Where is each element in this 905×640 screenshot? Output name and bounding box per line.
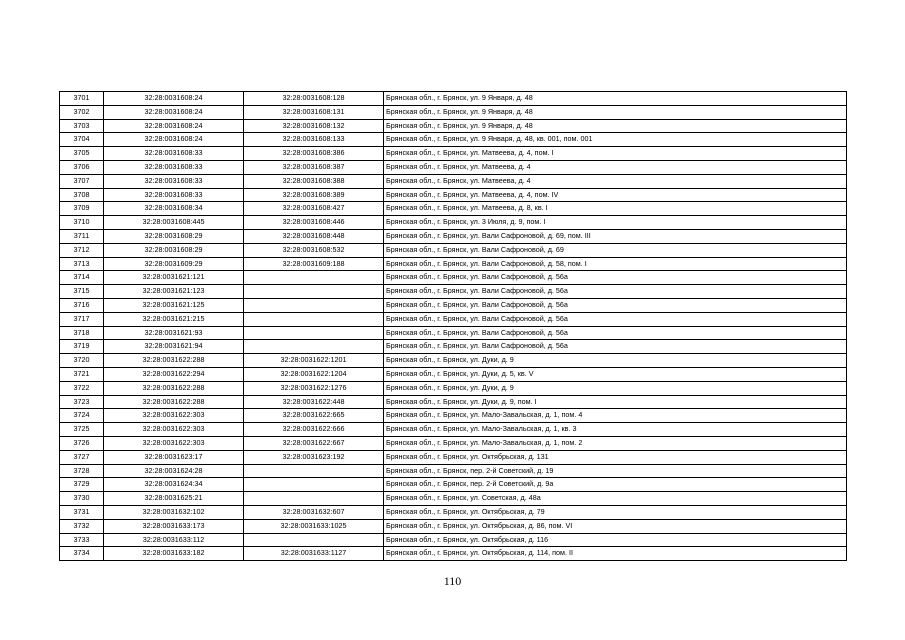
table-row: [60, 409, 847, 423]
row-number-cell: 3711: [60, 229, 104, 243]
table-row: [60, 519, 847, 533]
parcel-number-cell: 32:28:0031622:294: [104, 367, 244, 381]
parcel-number-cell: 32:28:0031608:34: [104, 202, 244, 216]
table-row: [60, 326, 847, 340]
row-number-cell: 3725: [60, 423, 104, 437]
object-number-cell: [244, 298, 384, 312]
parcel-number-cell: 32:28:0031622:288: [104, 395, 244, 409]
parcel-number-cell: 32:28:0031608:24: [104, 119, 244, 133]
table-row: [60, 505, 847, 519]
address-cell: Брянская обл., г. Брянск, ул. Вали Сафроновой, д. 56а: [384, 312, 847, 326]
parcel-number-cell: 32:28:0031608:29: [104, 243, 244, 257]
table-row: [60, 395, 847, 409]
address-cell: Брянская обл., г. Брянск, ул. Октябрьская, д. 114, пом. II: [384, 547, 847, 561]
parcel-number-cell: 32:28:0031608:445: [104, 216, 244, 230]
object-number-cell: [244, 326, 384, 340]
parcel-number-cell: 32:28:0031608:29: [104, 229, 244, 243]
table-row: [60, 147, 847, 161]
address-cell: Брянская обл., г. Брянск, ул. Октябрьская, д. 131: [384, 450, 847, 464]
row-number-cell: 3715: [60, 285, 104, 299]
row-number-cell: 3705: [60, 147, 104, 161]
row-number-cell: 3710: [60, 216, 104, 230]
parcel-number-cell: 32:28:0031621:93: [104, 326, 244, 340]
parcel-number-cell: 32:28:0031622:303: [104, 409, 244, 423]
object-number-cell: 32:28:0031608:131: [244, 105, 384, 119]
object-number-cell: [244, 478, 384, 492]
table-body: [60, 92, 847, 561]
address-cell: Брянская обл., г. Брянск, ул. Вали Сафроновой, д. 69: [384, 243, 847, 257]
row-number-cell: 3733: [60, 533, 104, 547]
row-number-cell: 3703: [60, 119, 104, 133]
address-cell: Брянская обл., г. Брянск, ул. Вали Сафроновой, д. 56а: [384, 285, 847, 299]
table-row: [60, 285, 847, 299]
object-number-cell: 32:28:0031608:427: [244, 202, 384, 216]
table-row: [60, 478, 847, 492]
table-row: [60, 450, 847, 464]
table-row: [60, 298, 847, 312]
address-cell: Брянская обл., г. Брянск, ул. Матвеева, д. 4, пом. I: [384, 147, 847, 161]
object-number-cell: 32:28:0031622:448: [244, 395, 384, 409]
address-cell: Брянская обл., г. Брянск, ул. Вали Сафроновой, д. 69, пом. III: [384, 229, 847, 243]
object-number-cell: [244, 271, 384, 285]
object-number-cell: 32:28:0031622:1204: [244, 367, 384, 381]
row-number-cell: 3716: [60, 298, 104, 312]
table-row: [60, 354, 847, 368]
table-row: [60, 464, 847, 478]
row-number-cell: 3706: [60, 160, 104, 174]
row-number-cell: 3708: [60, 188, 104, 202]
object-number-cell: 32:28:0031622:1201: [244, 354, 384, 368]
parcel-number-cell: 32:28:0031608:33: [104, 160, 244, 174]
parcel-number-cell: 32:28:0031608:33: [104, 174, 244, 188]
row-number-cell: 3726: [60, 436, 104, 450]
page-number: 110: [443, 574, 462, 588]
parcel-number-cell: 32:28:0031621:121: [104, 271, 244, 285]
row-number-cell: 3709: [60, 202, 104, 216]
object-number-cell: [244, 285, 384, 299]
address-cell: Брянская обл., г. Брянск, ул. Мало-Завальская, д. 1, пом. 2: [384, 436, 847, 450]
address-cell: Брянская обл., г. Брянск, ул. Вали Сафроновой, д. 56а: [384, 271, 847, 285]
address-cell: Брянская обл., г. Брянск, ул. Дуки, д. 9: [384, 354, 847, 368]
address-cell: Брянская обл., г. Брянск, ул. Октябрьская, д. 116: [384, 533, 847, 547]
address-cell: Брянская обл., г. Брянск, ул. Матвеева, д. 4, пом. IV: [384, 188, 847, 202]
row-number-cell: 3732: [60, 519, 104, 533]
address-cell: Брянская обл., г. Брянск, пер. 2-й Советский, д. 19: [384, 464, 847, 478]
address-cell: Брянская обл., г. Брянск, ул. 9 Января, д. 48, кв. 001, пом. 001: [384, 133, 847, 147]
object-number-cell: 32:28:0031608:388: [244, 174, 384, 188]
object-number-cell: 32:28:0031608:386: [244, 147, 384, 161]
address-cell: Брянская обл., г. Брянск, ул. Октябрьская, д. 79: [384, 505, 847, 519]
object-number-cell: 32:28:0031608:389: [244, 188, 384, 202]
object-number-cell: 32:28:0031633:1127: [244, 547, 384, 561]
row-number-cell: 3734: [60, 547, 104, 561]
address-cell: Брянская обл., г. Брянск, ул. Вали Сафроновой, д. 56а: [384, 326, 847, 340]
parcel-number-cell: 32:28:0031622:288: [104, 381, 244, 395]
row-number-cell: 3719: [60, 340, 104, 354]
row-number-cell: 3731: [60, 505, 104, 519]
row-number-cell: 3720: [60, 354, 104, 368]
table-row: [60, 188, 847, 202]
object-number-cell: 32:28:0031608:448: [244, 229, 384, 243]
row-number-cell: 3724: [60, 409, 104, 423]
row-number-cell: 3704: [60, 133, 104, 147]
object-number-cell: 32:28:0031608:132: [244, 119, 384, 133]
object-number-cell: [244, 492, 384, 506]
row-number-cell: 3729: [60, 478, 104, 492]
row-number-cell: 3721: [60, 367, 104, 381]
row-number-cell: 3702: [60, 105, 104, 119]
table-row: [60, 533, 847, 547]
address-cell: Брянская обл., г. Брянск, ул. Матвеева, д. 8, кв. I: [384, 202, 847, 216]
row-number-cell: 3722: [60, 381, 104, 395]
parcel-number-cell: 32:28:0031621:123: [104, 285, 244, 299]
parcel-number-cell: 32:28:0031622:288: [104, 354, 244, 368]
row-number-cell: 3718: [60, 326, 104, 340]
row-number-cell: 3701: [60, 92, 104, 106]
parcel-number-cell: 32:28:0031633:112: [104, 533, 244, 547]
table-row: [60, 423, 847, 437]
parcel-number-cell: 32:28:0031622:303: [104, 436, 244, 450]
object-number-cell: [244, 464, 384, 478]
parcel-number-cell: 32:28:0031625:21: [104, 492, 244, 506]
address-cell: Брянская обл., г. Брянск, ул. 3 Июля, д. 9, пом. I: [384, 216, 847, 230]
table-row: [60, 133, 847, 147]
object-number-cell: [244, 340, 384, 354]
object-number-cell: 32:28:0031623:192: [244, 450, 384, 464]
table-row: [60, 547, 847, 561]
address-cell: Брянская обл., г. Брянск, ул. Вали Сафроновой, д. 56а: [384, 340, 847, 354]
address-cell: Брянская обл., г. Брянск, ул. Матвеева, д. 4: [384, 160, 847, 174]
parcel-number-cell: 32:28:0031624:28: [104, 464, 244, 478]
address-cell: Брянская обл., г. Брянск, ул. Дуки, д. 9, пом. I: [384, 395, 847, 409]
row-number-cell: 3707: [60, 174, 104, 188]
parcel-number-cell: 32:28:0031608:24: [104, 105, 244, 119]
object-number-cell: 32:28:0031609:188: [244, 257, 384, 271]
object-number-cell: 32:28:0031622:1276: [244, 381, 384, 395]
parcel-number-cell: 32:28:0031632:102: [104, 505, 244, 519]
table-row: [60, 119, 847, 133]
table-row: [60, 492, 847, 506]
address-cell: Брянская обл., г. Брянск, ул. Дуки, д. 5, кв. V: [384, 367, 847, 381]
row-number-cell: 3714: [60, 271, 104, 285]
parcel-number-cell: 32:28:0031608:33: [104, 147, 244, 161]
object-number-cell: 32:28:0031608:387: [244, 160, 384, 174]
address-cell: Брянская обл., г. Брянск, ул. 9 Января, д. 48: [384, 105, 847, 119]
parcel-number-cell: 32:28:0031608:24: [104, 133, 244, 147]
table-row: [60, 229, 847, 243]
parcel-number-cell: 32:28:0031633:173: [104, 519, 244, 533]
row-number-cell: 3712: [60, 243, 104, 257]
row-number-cell: 3723: [60, 395, 104, 409]
table-row: [60, 105, 847, 119]
object-number-cell: 32:28:0031608:532: [244, 243, 384, 257]
table-row: [60, 202, 847, 216]
object-number-cell: 32:28:0031622:667: [244, 436, 384, 450]
object-number-cell: 32:28:0031622:665: [244, 409, 384, 423]
row-number-cell: 3713: [60, 257, 104, 271]
cadastral-table: [59, 91, 847, 561]
parcel-number-cell: 32:28:0031622:303: [104, 423, 244, 437]
parcel-number-cell: 32:28:0031608:33: [104, 188, 244, 202]
object-number-cell: 32:28:0031632:607: [244, 505, 384, 519]
table-row: [60, 216, 847, 230]
table-row: [60, 271, 847, 285]
address-cell: Брянская обл., г. Брянск, ул. Мало-Завальская, д. 1, кв. 3: [384, 423, 847, 437]
parcel-number-cell: 32:28:0031623:17: [104, 450, 244, 464]
address-cell: Брянская обл., г. Брянск, ул. 9 Января, д. 48: [384, 92, 847, 106]
object-number-cell: 32:28:0031622:666: [244, 423, 384, 437]
table-row: [60, 381, 847, 395]
address-cell: Брянская обл., г. Брянск, ул. Советская, д. 48а: [384, 492, 847, 506]
row-number-cell: 3727: [60, 450, 104, 464]
row-number-cell: 3728: [60, 464, 104, 478]
table-row: [60, 312, 847, 326]
parcel-number-cell: 32:28:0031621:94: [104, 340, 244, 354]
table-row: [60, 436, 847, 450]
table-row: [60, 340, 847, 354]
address-cell: Брянская обл., г. Брянск, ул. Дуки, д. 9: [384, 381, 847, 395]
table-row: [60, 160, 847, 174]
parcel-number-cell: 32:28:0031621:125: [104, 298, 244, 312]
address-cell: Брянская обл., г. Брянск, ул. Мало-Завальская, д. 1, пом. 4: [384, 409, 847, 423]
object-number-cell: 32:28:0031633:1025: [244, 519, 384, 533]
object-number-cell: 32:28:0031608:133: [244, 133, 384, 147]
table-row: [60, 92, 847, 106]
object-number-cell: [244, 533, 384, 547]
table-row: [60, 367, 847, 381]
parcel-number-cell: 32:28:0031609:29: [104, 257, 244, 271]
row-number-cell: 3730: [60, 492, 104, 506]
address-cell: Брянская обл., г. Брянск, ул. Матвеева, д. 4: [384, 174, 847, 188]
parcel-number-cell: 32:28:0031608:24: [104, 92, 244, 106]
table-row: [60, 243, 847, 257]
table-row: [60, 257, 847, 271]
object-number-cell: 32:28:0031608:446: [244, 216, 384, 230]
address-cell: Брянская обл., г. Брянск, ул. 9 Января, д. 48: [384, 119, 847, 133]
parcel-number-cell: 32:28:0031621:215: [104, 312, 244, 326]
address-cell: Брянская обл., г. Брянск, пер. 2-й Советский, д. 9а: [384, 478, 847, 492]
table-row: [60, 174, 847, 188]
address-cell: Брянская обл., г. Брянск, ул. Октябрьская, д. 86, пом. VI: [384, 519, 847, 533]
object-number-cell: [244, 312, 384, 326]
address-cell: Брянская обл., г. Брянск, ул. Вали Сафроновой, д. 56а: [384, 298, 847, 312]
parcel-number-cell: 32:28:0031624:34: [104, 478, 244, 492]
row-number-cell: 3717: [60, 312, 104, 326]
object-number-cell: 32:28:0031608:128: [244, 92, 384, 106]
parcel-number-cell: 32:28:0031633:182: [104, 547, 244, 561]
address-cell: Брянская обл., г. Брянск, ул. Вали Сафроновой, д. 58, пом. I: [384, 257, 847, 271]
